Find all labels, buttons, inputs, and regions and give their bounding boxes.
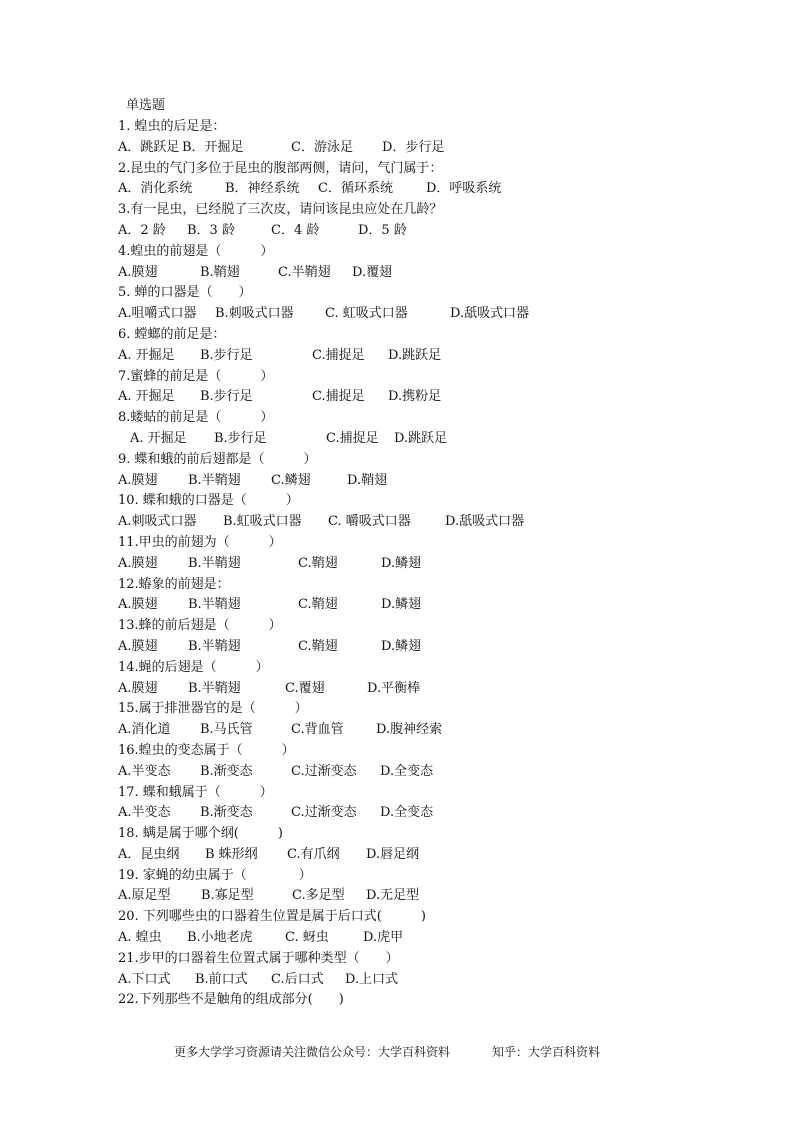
options-row: [118, 179, 718, 200]
question-item: [118, 658, 718, 700]
answer-option: D.携粉足: [388, 389, 442, 405]
answer-option: A．昆虫纲: [118, 846, 180, 862]
answer-option: A.膜翅: [118, 264, 158, 280]
answer-option: B.鞘翅: [200, 264, 240, 280]
answer-option: A.膜翅: [118, 472, 158, 488]
answer-option: B.步行足: [214, 430, 267, 446]
answer-option: C.多足型: [292, 888, 345, 904]
answer-option: D.唇足纲: [366, 846, 420, 862]
question-text: 12.蝽象的前翅是：: [118, 576, 230, 592]
answer-option: A.膜翅: [118, 638, 158, 654]
question-item: [118, 616, 718, 658]
options-row: [118, 970, 718, 991]
answer-option: B.刺吸式口器: [215, 306, 294, 322]
question-text: 6. 螳螂的前足是：: [118, 326, 226, 342]
answer-option: D．5 龄: [358, 222, 407, 238]
answer-option: B 蛛形纲: [205, 846, 258, 862]
question-item: [118, 907, 718, 949]
question-item: [118, 741, 718, 783]
answer-option: A．消化系统: [118, 181, 193, 197]
answer-option: A.膜翅: [118, 555, 158, 571]
question-item: [118, 200, 718, 242]
question-text: 17. 蝶和蛾属于（ ）: [118, 784, 273, 800]
options-row: [118, 554, 718, 575]
answer-option: B.半鞘翅: [188, 472, 241, 488]
answer-option: C．4 龄: [271, 222, 320, 238]
question-text: 9. 蝶和蛾的前后翅都是（ ）: [118, 451, 317, 467]
answer-option: C．循环系统: [318, 181, 393, 197]
answer-option: D.虎甲: [363, 930, 404, 946]
options-row: [118, 679, 718, 700]
answer-option: C.鞘翅: [298, 597, 338, 613]
answer-option: C.过渐变态: [291, 763, 357, 779]
question-text: 18. 螨是属于哪个纲( ): [118, 826, 283, 842]
answer-option: D．步行足: [382, 139, 445, 155]
answer-option: B.前口式: [195, 971, 248, 987]
answer-option: B.步行足: [200, 389, 253, 405]
options-row: [118, 637, 718, 658]
options-row: [118, 138, 718, 159]
answer-option: B.虹吸式口器: [223, 514, 302, 530]
answer-option: A. 开掘足: [118, 389, 175, 405]
answer-option: C.鳞翅: [271, 472, 311, 488]
question-item: [118, 949, 718, 991]
options-row: [118, 346, 718, 367]
question-item: [118, 990, 718, 1011]
options-row: [118, 928, 718, 949]
answer-option: B.马氏管: [200, 722, 253, 738]
answer-option: C.背血管: [291, 722, 344, 738]
answer-option: C.有爪纲: [287, 846, 340, 862]
answer-option: C.过渐变态: [291, 805, 357, 821]
question-item: [118, 159, 718, 201]
options-row: [118, 304, 718, 325]
question-text: 19. 家蝇的幼虫属于（ ）: [118, 867, 312, 883]
answer-option: C. 虹吸式口器: [325, 306, 408, 322]
options-row: [118, 263, 718, 284]
answer-option: A.下口式: [118, 971, 171, 987]
question-item: [118, 533, 718, 575]
answer-option: A.膜翅: [118, 597, 158, 613]
options-row: [118, 720, 718, 741]
answer-option: A.半变态: [118, 805, 171, 821]
answer-option: B.步行足: [200, 347, 253, 363]
question-item: [118, 491, 718, 533]
question-item: [118, 367, 718, 409]
answer-option: A. 蝗虫: [118, 930, 162, 946]
answer-option: B.半鞘翅: [188, 638, 241, 654]
answer-option: C. 嚼吸式口器: [328, 514, 411, 530]
question-item: [118, 450, 718, 492]
answer-option: C. 蚜虫: [285, 930, 329, 946]
footer-zhihu-note: 知乎：大学百科资料: [492, 1045, 601, 1059]
question-item: [118, 117, 718, 159]
question-text: 1. 蝗虫的后足是：: [118, 119, 226, 134]
answer-option: B.半鞘翅: [188, 597, 241, 613]
question-item: [118, 699, 718, 741]
question-text: 4.蝗虫的前翅是（ ）: [118, 243, 274, 259]
section-title: 单选题: [126, 98, 166, 113]
question-text: 5. 蝉的口器是（ ）: [118, 285, 252, 301]
options-row: [118, 886, 718, 907]
question-text: 20. 下列哪些虫的口器着生位置是属于后口式( ): [118, 909, 426, 925]
answer-option: A．2 龄: [118, 222, 166, 238]
question-item: [118, 866, 718, 908]
question-item: [118, 824, 718, 866]
answer-option: B．神经系统: [225, 181, 300, 197]
question-text: 3.有一昆虫，已经脱了三次皮，请问该昆虫应处在几龄？: [118, 202, 443, 218]
answer-option: B．3 龄: [187, 222, 235, 238]
question-item: [118, 325, 718, 367]
answer-option: D.上口式: [345, 971, 399, 987]
answer-option: A.消化道: [118, 722, 171, 738]
answer-option: D.鞘翅: [347, 472, 388, 488]
answer-option: D.平衡棒: [367, 680, 421, 696]
answer-option: D．呼吸系统: [426, 181, 502, 197]
options-row: [118, 595, 718, 616]
answer-option: D.覆翅: [352, 264, 393, 280]
question-item: [118, 283, 718, 325]
options-row: [118, 803, 718, 824]
question-text: 21.步甲的口器着生位置式属于哪种类型（ ）: [118, 950, 399, 966]
answer-option: D.全变态: [380, 805, 434, 821]
answer-option: B.渐变态: [200, 763, 253, 779]
question-item: [118, 408, 718, 450]
options-row: [118, 221, 718, 242]
answer-option: B.半鞘翅: [188, 680, 241, 696]
answer-option: D.跳跃足: [394, 430, 448, 446]
answer-option: C．游泳足: [291, 139, 353, 155]
answer-option: A. 开掘足: [118, 347, 175, 363]
answer-option: C.覆翅: [285, 680, 325, 696]
answer-option: C.鞘翅: [298, 555, 338, 571]
answer-option: D.鳞翅: [381, 638, 422, 654]
question-text: 14.蝇的后翅是（ ）: [118, 659, 269, 675]
question-list: [118, 117, 718, 1011]
options-row: [118, 429, 718, 450]
answer-option: A.咀嚼式口器: [118, 306, 197, 322]
answer-option: C.捕捉足: [326, 430, 379, 446]
options-row: [118, 387, 718, 408]
options-row: [118, 512, 718, 533]
answer-option: C.捕捉足: [312, 347, 365, 363]
answer-option: D.全变态: [380, 763, 434, 779]
options-row: [118, 471, 718, 492]
answer-option: D.腹神经索: [376, 722, 443, 738]
options-row: [118, 845, 718, 866]
question-text: 8.蝼蛄的前足是（ ）: [118, 410, 274, 426]
answer-option: A.膜翅: [118, 680, 158, 696]
answer-option: A．跳跃足: [118, 139, 180, 155]
page-footer: [0, 1042, 793, 1062]
question-item: [118, 575, 718, 617]
answer-option: C.后口式: [271, 971, 324, 987]
answer-option: A. 开掘足: [130, 430, 187, 446]
question-text: 22.下列那些不是触角的组成部分( ): [118, 992, 344, 1008]
question-text: 10. 蝶和蛾的口器是（ ）: [118, 493, 299, 509]
answer-option: D.无足型: [366, 888, 420, 904]
answer-option: D.跳跃足: [388, 347, 442, 363]
answer-option: A.半变态: [118, 763, 171, 779]
question-text: 15.属于排泄器官的是（ ）: [118, 701, 308, 717]
answer-option: B．开掘足: [182, 139, 244, 155]
question-text: 13.蜂的前后翅是（ ）: [118, 618, 282, 634]
question-text: 2.昆虫的气门多位于昆虫的腹部两侧，请问，气门属于：: [118, 160, 443, 176]
answer-option: B.半鞘翅: [188, 555, 241, 571]
answer-option: B.寡足型: [201, 888, 254, 904]
answer-option: D.鳞翅: [381, 597, 422, 613]
question-text: 7.蜜蜂的前足是（ ）: [118, 368, 274, 384]
answer-option: D.舐吸式口器: [445, 514, 525, 530]
question-text: 16.蝗虫的变态属于（ ）: [118, 742, 295, 758]
question-item: [118, 783, 718, 825]
answer-option: A.刺吸式口器: [118, 514, 197, 530]
question-text: 11.甲虫的前翅为（ ）: [118, 534, 282, 550]
answer-option: A.原足型: [118, 888, 171, 904]
answer-option: D.鳞翅: [381, 555, 422, 571]
answer-option: C.捕捉足: [312, 389, 365, 405]
options-row: [118, 762, 718, 783]
question-item: [118, 242, 718, 284]
answer-option: C.鞘翅: [298, 638, 338, 654]
answer-option: D.舐吸式口器: [450, 306, 530, 322]
answer-option: C.半鞘翅: [278, 264, 331, 280]
footer-wechat-note: 更多大学学习资源请关注微信公众号：大学百科资料: [174, 1045, 451, 1059]
answer-option: B.小地老虎: [187, 930, 253, 946]
answer-option: B.渐变态: [200, 805, 253, 821]
